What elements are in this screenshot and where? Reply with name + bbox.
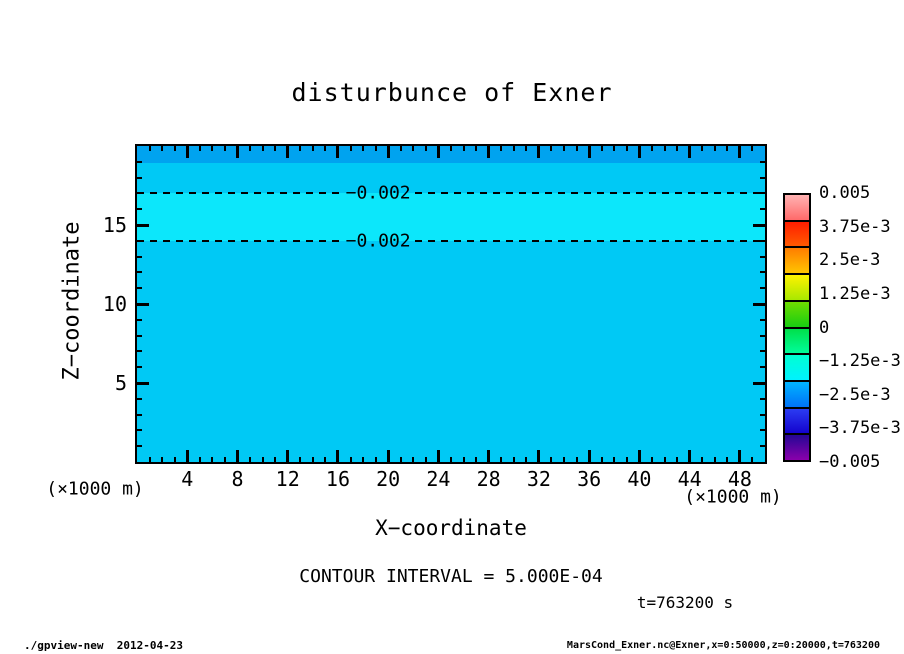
y-axis-title: Z−coordinate	[59, 221, 85, 381]
x-tick-label: 12	[275, 467, 300, 491]
x-minor-tick	[324, 146, 326, 151]
x-tick-label: 24	[426, 467, 451, 491]
x-tick-label: 4	[181, 467, 194, 491]
colorbar-label: −1.25e-3	[819, 351, 901, 372]
x-major-tick	[437, 146, 440, 158]
x-minor-tick	[651, 146, 653, 151]
x-minor-tick	[312, 146, 314, 151]
colorbar-segment	[785, 433, 809, 460]
colorbar-label: −3.75e-3	[819, 418, 901, 439]
x-minor-tick	[613, 146, 615, 151]
footer-source-text: MarsCond_Exner.nc@Exner,x=0:50000,z=0:20000,t=763200	[566, 640, 880, 651]
x-minor-tick	[450, 146, 452, 151]
x-major-tick	[588, 146, 591, 158]
colorbar-segment	[785, 220, 809, 247]
x-tick-label: 8	[231, 467, 244, 491]
colorbar-segment	[785, 273, 809, 300]
contour-line-segment	[137, 240, 341, 242]
x-axis-tick-labels	[137, 467, 765, 491]
x-major-tick	[738, 450, 741, 462]
x-minor-tick	[299, 457, 301, 462]
y-tick-label: 15	[102, 213, 127, 237]
x-minor-tick	[312, 457, 314, 462]
contour-line-segment	[415, 192, 765, 194]
x-minor-tick	[475, 146, 477, 151]
x-minor-tick	[400, 146, 402, 151]
x-minor-tick	[350, 457, 352, 462]
fill-band	[137, 193, 765, 240]
contour-label: −0.002	[345, 230, 411, 252]
y-minor-tick	[760, 256, 765, 258]
x-tick-label: 28	[476, 467, 501, 491]
x-minor-tick	[412, 457, 414, 462]
x-minor-tick	[576, 146, 578, 151]
y-minor-tick	[760, 429, 765, 431]
colorbar-label: −0.005	[819, 452, 881, 472]
colorbar-label: 3.75e-3	[819, 216, 891, 237]
x-major-tick	[236, 146, 239, 158]
x-minor-tick	[224, 146, 226, 151]
x-axis-title: X−coordinate	[375, 516, 527, 540]
colorbar-segment	[785, 327, 809, 354]
y-major-tick	[137, 382, 149, 385]
x-minor-tick	[726, 146, 728, 151]
y-minor-tick	[760, 208, 765, 210]
x-minor-tick	[626, 146, 628, 151]
x-minor-tick	[249, 146, 251, 151]
colorbar-segment	[785, 353, 809, 380]
y-major-tick	[753, 224, 765, 227]
x-minor-tick	[751, 457, 753, 462]
x-major-tick	[387, 450, 390, 462]
time-note: t=763200 s	[636, 593, 734, 612]
x-minor-tick	[651, 457, 653, 462]
x-minor-tick	[513, 457, 515, 462]
x-minor-tick	[274, 146, 276, 151]
x-minor-tick	[664, 146, 666, 151]
y-major-tick	[753, 382, 765, 385]
x-minor-tick	[701, 457, 703, 462]
x-minor-tick	[324, 457, 326, 462]
y-major-tick	[137, 303, 149, 306]
x-major-tick	[286, 146, 289, 158]
chart-title: disturbunce of Exner	[291, 78, 613, 107]
y-minor-tick	[137, 350, 142, 352]
y-major-tick	[753, 303, 765, 306]
x-minor-tick	[362, 457, 364, 462]
x-major-tick	[638, 450, 641, 462]
x-minor-tick	[199, 457, 201, 462]
x-minor-tick	[563, 146, 565, 151]
x-major-tick	[588, 450, 591, 462]
y-minor-tick	[137, 319, 142, 321]
y-minor-tick	[137, 445, 142, 447]
x-minor-tick	[274, 457, 276, 462]
y-minor-tick	[137, 161, 142, 163]
x-major-tick	[387, 146, 390, 158]
x-minor-tick	[513, 146, 515, 151]
colorbar-label: 0.005	[819, 183, 871, 203]
y-minor-tick	[760, 414, 765, 416]
x-minor-tick	[262, 146, 264, 151]
x-major-tick	[738, 146, 741, 158]
colorbar-segment	[785, 195, 809, 220]
x-major-tick	[286, 450, 289, 462]
x-major-tick	[537, 146, 540, 158]
y-minor-tick	[137, 256, 142, 258]
y-minor-tick	[137, 414, 142, 416]
x-minor-tick	[199, 146, 201, 151]
colorbar-segment	[785, 380, 809, 407]
x-tick-label: 20	[376, 467, 401, 491]
x-minor-tick	[174, 457, 176, 462]
x-minor-tick	[299, 146, 301, 151]
y-minor-tick	[760, 161, 765, 163]
x-tick-label: 16	[325, 467, 350, 491]
colorbar-segment	[785, 300, 809, 327]
x-minor-tick	[224, 457, 226, 462]
x-major-tick	[186, 450, 189, 462]
x-minor-tick	[601, 146, 603, 151]
x-minor-tick	[262, 457, 264, 462]
x-tick-label: 48	[727, 467, 752, 491]
x-minor-tick	[249, 457, 251, 462]
x-minor-tick	[550, 146, 552, 151]
x-minor-tick	[463, 146, 465, 151]
contour-interval-note: CONTOUR INTERVAL = 5.000E-04	[299, 566, 603, 587]
colorbar-label: 0	[819, 317, 830, 338]
colorbar	[783, 193, 811, 462]
colorbar-segment	[785, 407, 809, 434]
x-minor-tick	[525, 146, 527, 151]
x-minor-tick	[412, 146, 414, 151]
y-minor-tick	[137, 208, 142, 210]
y-minor-tick	[760, 335, 765, 337]
x-minor-tick	[525, 457, 527, 462]
x-minor-tick	[563, 457, 565, 462]
y-minor-tick	[760, 350, 765, 352]
y-axis-unit: (×1000 m)	[46, 478, 144, 500]
x-minor-tick	[425, 457, 427, 462]
x-minor-tick	[576, 457, 578, 462]
x-tick-label: 44	[677, 467, 702, 491]
x-major-tick	[688, 450, 691, 462]
colorbar-labels	[819, 183, 904, 472]
x-minor-tick	[375, 457, 377, 462]
x-minor-tick	[174, 146, 176, 151]
x-tick-label: 40	[627, 467, 652, 491]
x-major-tick	[186, 146, 189, 158]
x-minor-tick	[500, 146, 502, 151]
colorbar-label: 2.5e-3	[819, 250, 881, 271]
colorbar-label: 1.25e-3	[819, 283, 891, 304]
x-minor-tick	[362, 146, 364, 151]
x-minor-tick	[701, 146, 703, 151]
x-minor-tick	[676, 146, 678, 151]
x-minor-tick	[601, 457, 603, 462]
x-minor-tick	[161, 457, 163, 462]
fill-band	[137, 163, 765, 193]
x-major-tick	[688, 146, 691, 158]
y-minor-tick	[760, 177, 765, 179]
x-major-tick	[336, 450, 339, 462]
x-tick-label: 36	[577, 467, 602, 491]
x-minor-tick	[425, 146, 427, 151]
y-tick-label: 10	[102, 292, 127, 316]
y-minor-tick	[760, 366, 765, 368]
x-minor-tick	[751, 146, 753, 151]
x-major-tick	[487, 146, 490, 158]
x-minor-tick	[714, 146, 716, 151]
x-minor-tick	[500, 457, 502, 462]
x-minor-tick	[211, 457, 213, 462]
x-minor-tick	[450, 457, 452, 462]
x-major-tick	[437, 450, 440, 462]
footer-command-text: ./gpview-new 2012-04-23	[24, 639, 183, 652]
y-minor-tick	[760, 398, 765, 400]
contour-line-segment	[137, 192, 341, 194]
x-major-tick	[336, 146, 339, 158]
y-minor-tick	[137, 429, 142, 431]
x-minor-tick	[400, 457, 402, 462]
y-minor-tick	[760, 445, 765, 447]
x-minor-tick	[613, 457, 615, 462]
y-minor-tick	[760, 271, 765, 273]
x-minor-tick	[550, 457, 552, 462]
y-minor-tick	[137, 177, 142, 179]
x-minor-tick	[664, 457, 666, 462]
x-major-tick	[487, 450, 490, 462]
plot-area	[135, 144, 767, 464]
x-minor-tick	[161, 146, 163, 151]
x-minor-tick	[149, 146, 151, 151]
y-major-tick	[137, 224, 149, 227]
contour-line-segment	[415, 240, 765, 242]
x-minor-tick	[350, 146, 352, 151]
x-minor-tick	[149, 457, 151, 462]
y-minor-tick	[760, 319, 765, 321]
contour-label: −0.002	[345, 182, 411, 204]
y-minor-tick	[137, 287, 142, 289]
x-major-tick	[236, 450, 239, 462]
y-minor-tick	[760, 287, 765, 289]
x-axis-unit: (×1000 m)	[684, 486, 782, 508]
x-tick-label: 32	[526, 467, 551, 491]
x-major-tick	[638, 146, 641, 158]
colorbar-segment	[785, 246, 809, 273]
y-minor-tick	[137, 366, 142, 368]
x-minor-tick	[626, 457, 628, 462]
x-minor-tick	[475, 457, 477, 462]
x-minor-tick	[676, 457, 678, 462]
y-tick-label: 5	[114, 371, 127, 395]
fill-band	[137, 241, 765, 462]
colorbar-label: −2.5e-3	[819, 384, 891, 405]
y-axis-tick-labels	[0, 146, 127, 462]
x-minor-tick	[375, 146, 377, 151]
x-minor-tick	[714, 457, 716, 462]
y-minor-tick	[137, 271, 142, 273]
y-minor-tick	[137, 335, 142, 337]
x-major-tick	[537, 450, 540, 462]
x-minor-tick	[726, 457, 728, 462]
x-minor-tick	[211, 146, 213, 151]
y-minor-tick	[137, 398, 142, 400]
x-minor-tick	[463, 457, 465, 462]
